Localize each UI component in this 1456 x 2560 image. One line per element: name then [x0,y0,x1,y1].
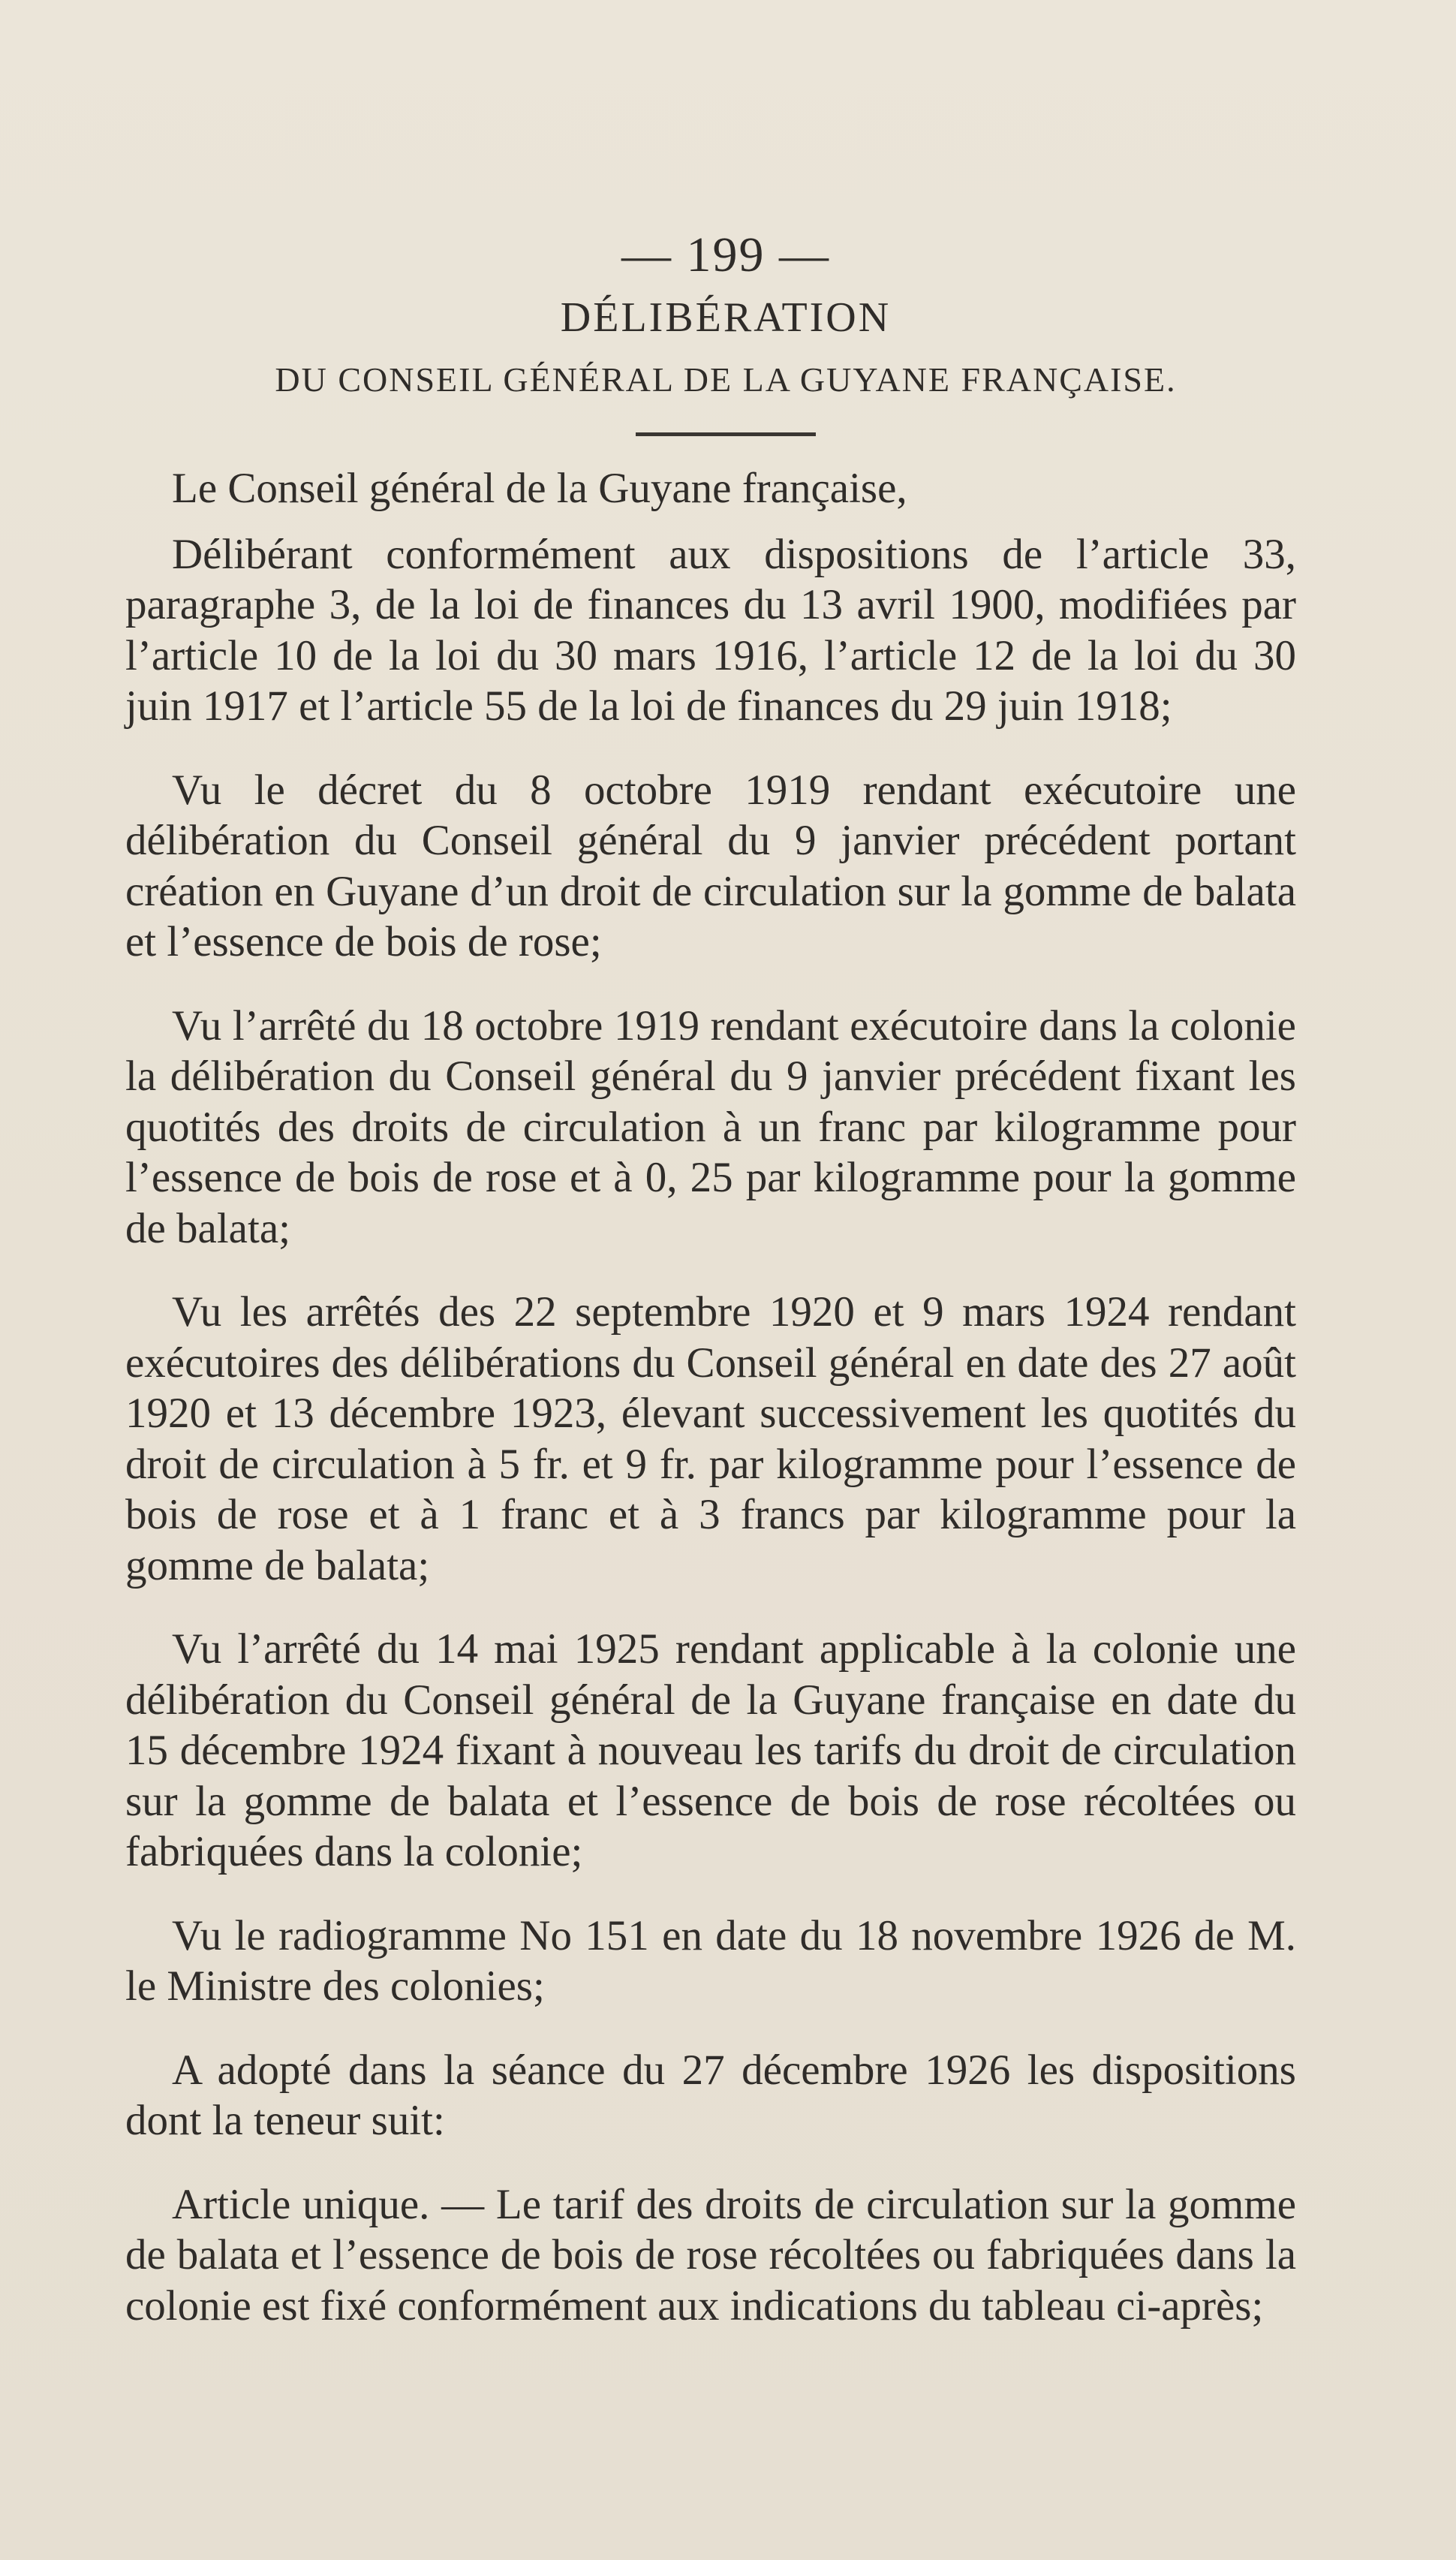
paragraph-arretes-1920-1924: Vu les arrêtés des 22 septembre 1920 et 9 mars 1924 rendant exécutoires des délibérations du Conseil général en date des 27 août 1920 et 13 décembre 1923, élevant successivement les quotités du droit de circulation à 5 fr. et 9 fr. par kilogramme pour l’essence de bois de rose et à 1 franc et à 3 francs par kilogramme pour la gomme de balata; [125,1288,1296,1589]
page-number: — 199 — [621,227,830,282]
title-divider [636,432,816,436]
paragraph-arrete-1919: Vu l’arrêté du 18 octobre 1919 rendant exécutoire dans la colonie la délibération du Conseil général du 9 janvier précédent fixant les quotités des droits de circulation à un franc par kilogramme pour l’essence de bois de rose et à 0, 25 par kilogramme pour la gomme de balata; [125,1001,1296,1252]
paragraph-radiogramme: Vu le radiogramme No 151 en date du 18 novembre 1926 de M. le Ministre des colonies; [125,1911,1296,2010]
paragraph-decret-1919: Vu le décret du 8 octobre 1919 rendant exécutoire une délibération du Conseil général du 9 janvier précédent portant création en Guyane d’un droit de circulation sur la gomme de balata et l’essence de bois de rose; [125,766,1296,965]
document-subtitle: DU CONSEIL GÉNÉRAL DE LA GUYANE FRANÇAISE. [275,360,1177,399]
document-title: DÉLIBÉRATION [560,294,892,341]
paragraph-adoption: A adopté dans la séance du 27 décembre 1926 les dispositions dont la teneur suit: [125,2046,1296,2144]
paragraph-arrete-1925: Vu l’arrêté du 14 mai 1925 rendant applicable à la colonie une délibération du Conseil général de la Guyane française en date du 15 décembre 1924 fixant à nouveau les tarifs du droit de circulation sur la gomme de balata et l’essence de bois de rose récoltées ou fabriquées dans la colonie; [125,1625,1296,1875]
paragraph-deliberant: Délibérant conformément aux dispositions de l’article 33, paragraphe 3, de la loi de finances du 13 avril 1900, modifiées par l’article 10 de la loi du 30 mars 1916, l’article 12 de la loi du 30 juin 1917 et l’article 55 de la loi de finances du 29 juin 1918; [125,530,1296,730]
paragraph-intro: Le Conseil général de la Guyane française, [172,465,907,512]
paragraph-article-unique: Article unique. — Le tarif des droits de circulation sur la gomme de balata et l’essence de bois de rose récoltées ou fabriquées dans la colonie est fixé conformément aux indications du tableau ci-après; [125,2180,1296,2330]
document-body [125,225,1296,2331]
